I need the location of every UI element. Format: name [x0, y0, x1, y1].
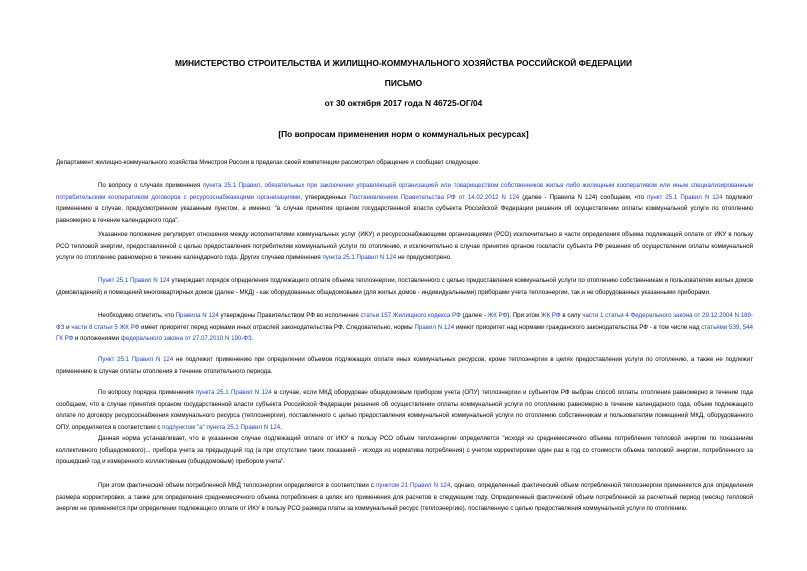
- paragraph-text: утверждены Правительством РФ во исполнение: [218, 312, 361, 319]
- document-link[interactable]: пунктом 21 Правил N 124: [376, 482, 451, 489]
- document-link[interactable]: подпунктом "а" пункта 25.1 Правил N 124: [162, 423, 281, 431]
- paragraph-text: имеет приоритет перед нормами иных отраслей законодательства РФ. Следовательно, нормы: [139, 323, 415, 331]
- paragraph-text: , однако, определенный фактический объем потребленной теплоэнергии применяется для определения размера корректировки, а также для определения среднемесячного объема потребления в целях его применения для расчетов в следующем году. Определенный фактический объем потребленной за расчетный период (месяц) тепловой энергии не применяется при определении подлежащего оплате от ИКУ в пользу РСО размера платы за коммунальный ресурс (теплоэнергию), поставленную с целью предоставления коммунальной услуги по отоплению.: [56, 482, 754, 512]
- paragraph-text: ). При этом: [507, 312, 541, 319]
- paragraph-text: По вопросу порядка применения: [98, 389, 196, 396]
- paragraph-text: Данная норма устанавливает, что в указанном случае подлежащий оплате от ИКУ в пользу РСО объем теплоэнергии определяется "исходя из среднемесячного объема потребления тепловой энергии по показаниям коллективного (общедомового)... прибора учета за предыдущий год (а при отсутствии таких показаний - исходя из норматива потребления) с учетом корректировки один раз в год со стоимости объема тепловой энергии, потребленного за прошедший год и измеренного коллективным (общедомовым) прибором учета".: [56, 435, 753, 465]
- paragraph-text: Необходимо отметить, что: [98, 312, 176, 319]
- paragraph-text: (далее - Правила N 124) сообщаем, что: [519, 193, 648, 201]
- paragraph-text: (далее -: [460, 312, 488, 319]
- document-link[interactable]: статьи 157 Жилищного кодекса РФ: [360, 312, 461, 319]
- paragraph-text: Указанное положение регулирует отношения между исполнителями коммунальных услуг (ИКУ) и ресурсоснабжающими организациями (РСО) исключительно в части определения объема подлежащей оплате от ИКУ в пользу РСО тепловой энергии, предоставленной с целью предоставления потребителям коммунальной услуги по отоплению, и исключительно в случае принятия органом госвласти субъекта РФ решения об осуществлении оплаты коммунальной услуги по отоплению равномерно в течение календарного года. Других случаев применения: [56, 231, 753, 261]
- document-subject: [По вопросам применения норм о коммунальных ресурсах]: [278, 129, 529, 139]
- paragraph: [56, 180, 753, 226]
- document-date-number: от 30 октября 2017 года N 46725-ОГ/04: [324, 98, 483, 108]
- paragraph: [56, 275, 753, 298]
- document-link[interactable]: Правила N 124: [175, 312, 219, 319]
- paragraph-text: утверждает порядок определения подлежащего оплате объема теплоэнергии, поставленного с целью предоставления коммунальной услуги по отоплению собственникам и пользователям жилых домов (домовладений) и помещений многоквартирных домов (далее - МКД) - как оборудованных общедомовыми (для жилых домов - индивидуальными) приборами учета теплоэнергии, так и не оборудованных указанными приборами.: [56, 277, 753, 296]
- paragraph-text: , утвержденных: [300, 193, 350, 201]
- paragraph: [56, 229, 753, 264]
- paragraph: [56, 387, 753, 433]
- document-link[interactable]: ЖК РФ: [487, 312, 508, 319]
- paragraph-text: подлежит применению в случае, предусмотренном указанным пунктом, а именно: "в случае принятия органом государственной власти субъекта Российской Федерации решения об осуществлении оплаты коммунальной услуги по отоплению равномерно в течение календарного года".: [56, 193, 753, 224]
- paragraph-text: и: [64, 323, 72, 331]
- document-link[interactable]: Правил N 124: [414, 323, 455, 331]
- document-link[interactable]: пункта 25.1 Правил, обязательных при заключении управляющей организацией или товариществом собственников жилья либо жилищным кооперативом или иным специализированным потребительским кооперативом договоров с ресурсоснабжающими организациями: [56, 182, 753, 201]
- paragraph-text: По вопросу о случаях применения: [98, 182, 203, 189]
- document-link[interactable]: пункт 25.1 Правил N 124: [647, 193, 723, 201]
- paragraph-text: ,: [739, 323, 743, 331]
- document-link[interactable]: пункта 25.1 Правил N 124: [322, 254, 397, 261]
- ministry-heading: МИНИСТЕРСТВО СТРОИТЕЛЬСТВА И ЖИЛИЩНО-КОММУНАЛЬНОГО ХОЗЯЙСТВА РОССИЙСКОЙ ФЕДЕРАЦИИ: [175, 58, 632, 68]
- paragraph: [56, 157, 753, 169]
- paragraph-text: .: [251, 335, 254, 342]
- document-link[interactable]: части 1 статьи 4 Федерального закона от 29.12.2004 N 189-ФЗ: [56, 312, 754, 331]
- document-link[interactable]: ЖК РФ: [540, 312, 561, 319]
- document-link[interactable]: статьями 539: [701, 323, 740, 331]
- document-link[interactable]: Постановлением Правительства РФ от 14.02.2012 N 124: [349, 193, 520, 201]
- document-type: ПИСЬМО: [384, 78, 423, 88]
- paragraph: [56, 354, 753, 377]
- paragraph-text: в силу: [560, 312, 583, 319]
- document-link[interactable]: пункта 25.1 Правил N 124: [195, 389, 272, 396]
- paragraph-text: и положениями: [73, 335, 121, 342]
- paragraph-text: не предусмотрено.: [396, 254, 452, 261]
- document-link[interactable]: Пункт 25.1 Правил N 124: [98, 277, 170, 284]
- document-link[interactable]: Пункт 25.1 Правил N 124: [98, 356, 174, 363]
- paragraph: [56, 480, 753, 515]
- document-link[interactable]: федерального закона от 27.07.2010 N 190-ФЗ: [120, 335, 252, 342]
- paragraph-text: в случае, если МКД оборудован общедомовым прибором учета (ОПУ) теплоэнергии и субъектом РФ выбран способ оплаты отопления равномерно в течение года сообщаем, что в случае принятия органом государственной власти субъекта Российской Федерации решения об осуществлении оплаты коммунальной услуги по отоплению равномерно в течение календарного года, объем подлежащего оплате по договору ресурсоснабжения коммунального ресурса (теплоэнергии), поставленного с целью предоставления коммунальной коммунальной услуги по отоплению собственникам и пользователям помещений МКД, оборудованного ОПУ, определяется в соответствии с: [56, 389, 753, 431]
- paragraph-text: имеют приоритет над нормами гражданского законодательства РФ - в том числе над: [454, 323, 702, 331]
- paragraph: [56, 310, 753, 345]
- paragraph-text: не подлежит применению при определении объемов подлежащих оплате иных коммунальных ресурсов, кроме теплоэнергии в целях предоставления услуги по отоплению, а также не подлежит применению в случае оплаты отопления в течение отопительного периода.: [56, 356, 754, 375]
- paragraph-text: .: [280, 423, 282, 431]
- paragraph-text: При этом фактический объем потребленной МКД теплоэнергии определяется в соответствии с: [98, 482, 377, 489]
- document-link[interactable]: части 8 статьи 5 ЖК РФ: [71, 323, 140, 331]
- document-link[interactable]: 544 ГК РФ: [56, 323, 753, 342]
- paragraph: [56, 433, 753, 468]
- paragraph-text: Департамент жилищно-коммунального хозяйства Минстроя России в пределах своей компетенции рассмотрел обращение и сообщает следующее.: [56, 159, 481, 166]
